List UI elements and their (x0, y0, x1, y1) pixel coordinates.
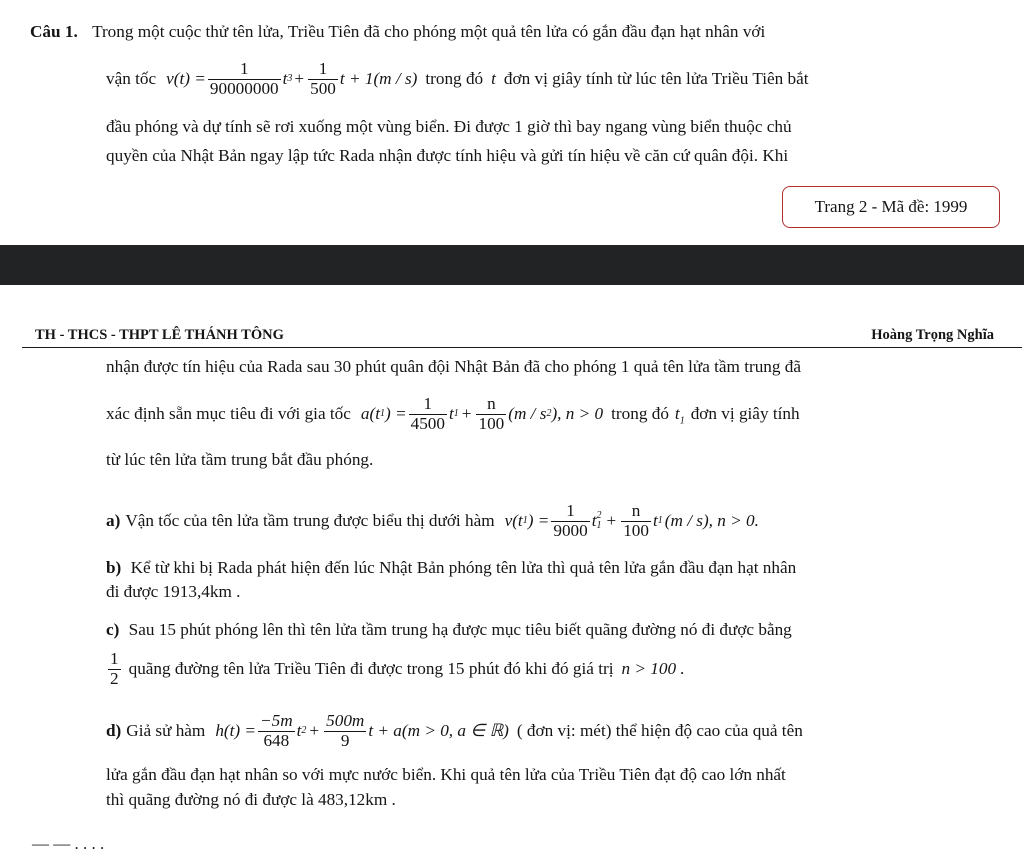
statement-c-cont: $\frac{1}{2}$ quãng đường tên lửa Triều Tiên đi được trong 15 phút đó khi đó giá trị n > 100 . (110, 648, 685, 688)
height-formula: h(t) = $\frac{-5m}{648}$ t 2 + $\frac{500m}{9}$ t + a(m > 0, a ∈ ℝ) (215, 710, 509, 750)
page-footer-badge: Trang 2 - Mã đề: 1999 (782, 186, 1000, 228)
question-label: Câu 1. (30, 22, 78, 41)
statement-a: a) Vận tốc của tên lửa tầm trung được biểu thị dưới hàm v(t 1 ) = $\frac{1}{9000}$ t 2 1 + $\frac{n}{100}$ t 1 (m / s), n > 0. (106, 500, 759, 540)
statement-b: b) Kể từ khi bị Rada phát hiện đến lúc Nhật Bản phóng tên lửa thì quả tên lửa gắn đầu đạn hạt nhân (106, 558, 797, 577)
question-line-1: Câu 1. Trong một cuộc thử tên lửa, Triều Tiên đã cho phóng một quả tên lửa có gắn đầu đạn hạt nhân với (30, 22, 766, 41)
statement-d: d) Giả sử hàm h(t) = $\frac{-5m}{648}$ t 2 + $\frac{500m}{9}$ t + a(m > 0, a ∈ ℝ) ( đơn vị: mét) thể hiện độ cao của quả tên (106, 710, 803, 750)
statement-d-cont-1: lửa gắn đầu đạn hạt nhân so với mực nước biển. Khi quả tên lửa của Triều Tiên đạt độ cao lớn nhất (106, 765, 786, 784)
velocity-formula-1: v(t) = $\frac{1}{90000000}$ t 3 + $\frac{1}{500}$ t + 1(m / s) (166, 58, 418, 98)
header-rule (22, 347, 1022, 348)
p2-line-1: nhận được tín hiệu của Rada sau 30 phút quân đội Nhật Bản đã cho phóng 1 quả tên lửa tầm trung đã (106, 357, 802, 376)
question-line-2: vận tốc v(t) = $\frac{1}{90000000}$ t 3 + $\frac{1}{500}$ t + 1(m / s) trong đó t đơn vị giây tính từ lúc tên lửa Triều Tiên bắt (106, 58, 809, 98)
acceleration-formula: a(t 1 ) = $\frac{1}{4500}$ t 1 + $\frac{n}{100}$ (m / s 2 ), n > 0 (360, 393, 604, 433)
school-header: TH - THCS - THPT LÊ THÁNH TÔNG (35, 327, 284, 343)
question-line-4: quyền của Nhật Bản ngay lập tức Rada nhận được tính hiệu và gửi tín hiệu về căn cứ quân đội. Khi (106, 146, 789, 165)
author-header: Hoàng Trọng Nghĩa (871, 327, 994, 343)
p2-line-3: từ lúc tên lửa tầm trung bắt đầu phóng. (106, 450, 374, 469)
statement-d-cont-2: thì quãng đường nó đi được là 483,12km . (106, 790, 396, 809)
question-line-3: đầu phóng và dự tính sẽ rơi xuống một vùng biển. Đi được 1 giờ thì bay ngang vùng biển thuộc chủ (106, 117, 792, 136)
p2-line-2: xác định sẵn mục tiêu đi với gia tốc a(t 1 ) = $\frac{1}{4500}$ t 1 + $\frac{n}{100}$ (m / s 2 ), n > 0 trong đó $t_1$ đơn vị giây tính (106, 393, 800, 433)
statement-c: c) Sau 15 phút phóng lên thì tên lửa tầm trung hạ được mục tiêu biết quãng đường nó đi được bằng (106, 620, 792, 639)
page-separator (0, 245, 1024, 285)
cut-off-next-line: — — . . . . (32, 834, 105, 853)
velocity-formula-2: v(t 1 ) = $\frac{1}{9000}$ t 2 1 + $\frac{n}{100}$ t 1 (m / s), n > 0. (504, 500, 759, 540)
statement-b-cont: đi được 1913,4km . (106, 582, 241, 601)
